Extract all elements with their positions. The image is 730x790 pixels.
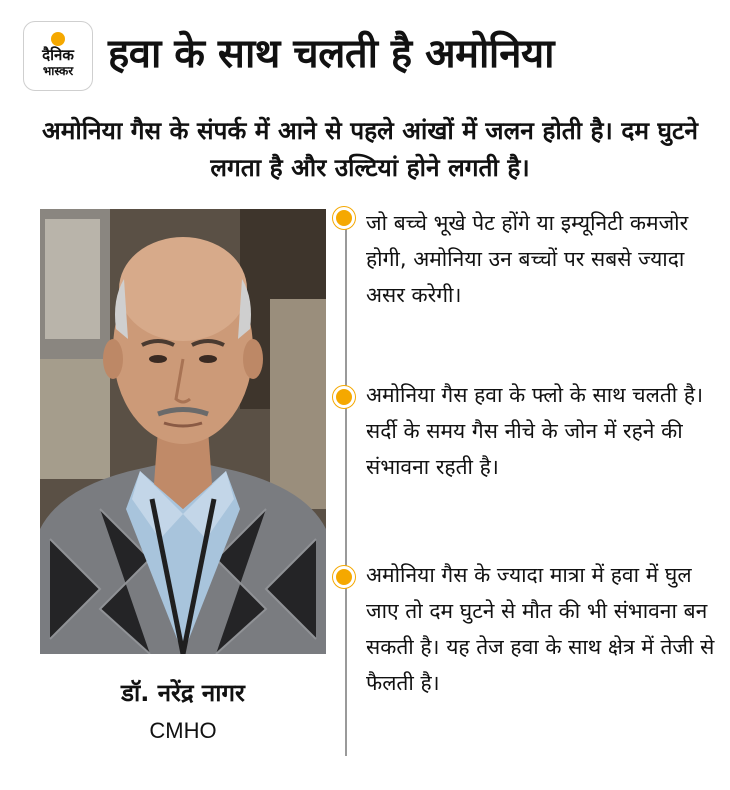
timeline-line <box>345 216 347 756</box>
doctor-photo <box>40 209 326 654</box>
point-1: जो बच्चे भूखे पेट होंगे या इम्यूनिटी कमजोर होगी, अमोनिया उन बच्चों पर सबसे ज्यादा असर करेगी। <box>366 211 689 307</box>
bullet-dot-3 <box>333 566 355 588</box>
point-2: अमोनिया गैस हवा के फ्लो के साथ चलती है। सर्दी के समय गैस नीचे के जोन में रहने की संभावना रहती है। <box>366 383 704 479</box>
subheadline: अमोनिया गैस के संपर्क में आने से पहले आंखों में जलन होती है। दम घुटने लगता है और उल्टियां होने लगती है। <box>42 116 698 182</box>
point-3: अमोनिया गैस के ज्यादा मात्रा में हवा में घुल जाए तो दम घुटने से मौत की भी संभावना बन सकती है। यह तेज हवा के साथ क्षेत्र में तेजी से फैलती है। <box>366 563 715 695</box>
dainik-bhaskar-logo <box>23 21 93 91</box>
logo-text-line1: दैनिक <box>42 46 74 64</box>
headline: हवा के साथ चलती है अमोनिया <box>108 31 555 77</box>
person-title: CMHO <box>149 718 217 743</box>
bullet-dot-2 <box>333 386 355 408</box>
logo-text-line2: भास्कर <box>42 64 74 78</box>
sun-icon <box>51 32 65 46</box>
person-name: डॉ. नरेंद्र नागर <box>121 679 245 707</box>
bullet-dot-1 <box>333 207 355 229</box>
